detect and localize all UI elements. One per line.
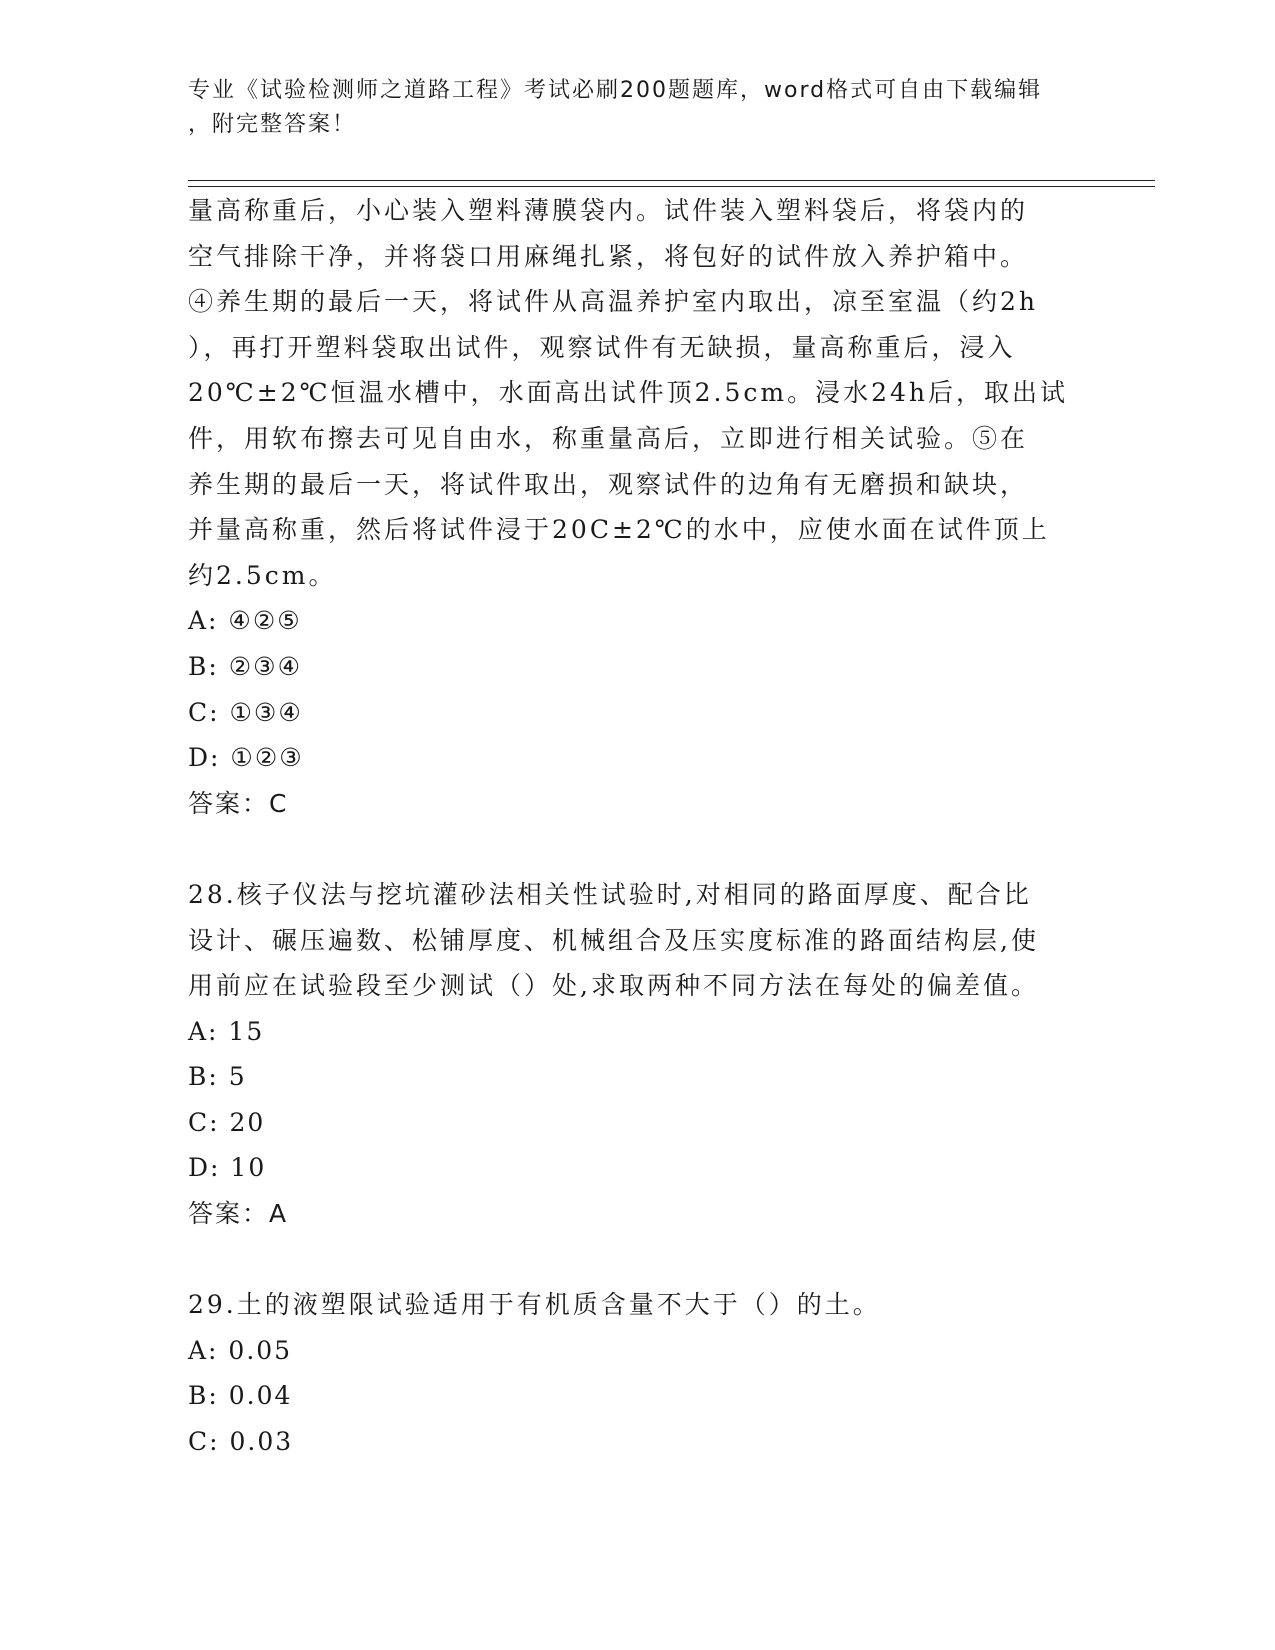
header-divider-top [188,180,1155,181]
header-title-line-2: ，附完整答案！ [188,112,357,137]
option-a: A: 0.05 [188,1335,293,1365]
question-27 [188,188,1088,826]
document-body [188,188,1088,1465]
document-header [188,74,1068,142]
question-28 [188,872,1088,1237]
question-text-line: 用前应在试验段至少测试（）处,求取两种不同方法在每处的偏差值。 [188,971,1039,1001]
spacer [188,826,1088,872]
question-text-line: ④养生期的最后一天，将试件从高温养护室内取出，凉至室温（约2h [188,287,1039,317]
option-b: B: 0.04 [188,1381,293,1411]
option-c: C: 20 [188,1107,266,1137]
option-b: B: ②③④ [188,651,302,681]
option-d: D: 10 [188,1153,267,1183]
question-text-line: 并量高称重，然后将试件浸于20C±2℃的水中，应使水面在试件顶上 [188,515,1050,545]
question-text-line: ），再打开塑料袋取出试件，观察试件有无缺损，量高称重后，浸入 [188,332,1016,362]
answer-line: 答案：C [188,788,289,818]
question-text-line: 20℃±2℃恒温水槽中，水面高出试件顶2.5cm。浸水24h后，取出试 [188,378,1068,408]
spacer [188,1237,1088,1283]
question-text-line: 29.土的液塑限试验适用于有机质含量不大于（）的土。 [188,1290,881,1320]
question-text-line: 量高称重后，小心装入塑料薄膜袋内。试件装入塑料袋后，将袋内的 [188,196,1029,225]
question-29 [188,1282,1088,1464]
answer-line: 答案：A [188,1199,289,1229]
question-text-line: 空气排除干净，并将袋口用麻绳扎紧，将包好的试件放入养护箱中。 [188,241,1029,271]
option-c: C: 0.03 [188,1427,294,1457]
option-a: A: ④②⑤ [188,606,302,636]
question-text-line: 件，用软布擦去可见自由水，称重量高后，立即进行相关试验。⑤在 [188,423,1029,453]
option-c: C: ①③④ [188,697,303,727]
option-b: B: 5 [188,1062,247,1092]
option-a: A: 15 [188,1016,265,1046]
question-text-line: 约2.5cm。 [188,560,337,590]
header-divider-bottom [188,186,1155,187]
header-title-line-1: 专业《试验检测师之道路工程》考试必刷200题题库，word格式可自由下载编辑 [188,78,1043,103]
option-d: D: ①②③ [188,743,304,773]
question-text-line: 设计、碾压遍数、松铺厚度、机械组合及压实度标准的路面结构层,使 [188,925,1039,955]
question-text-line: 28.核子仪法与挖坑灌砂法相关性试验时,对相同的路面厚度、配合比 [188,879,1032,909]
question-text-line: 养生期的最后一天，将试件取出，观察试件的边角有无磨损和缺块， [188,469,1029,499]
